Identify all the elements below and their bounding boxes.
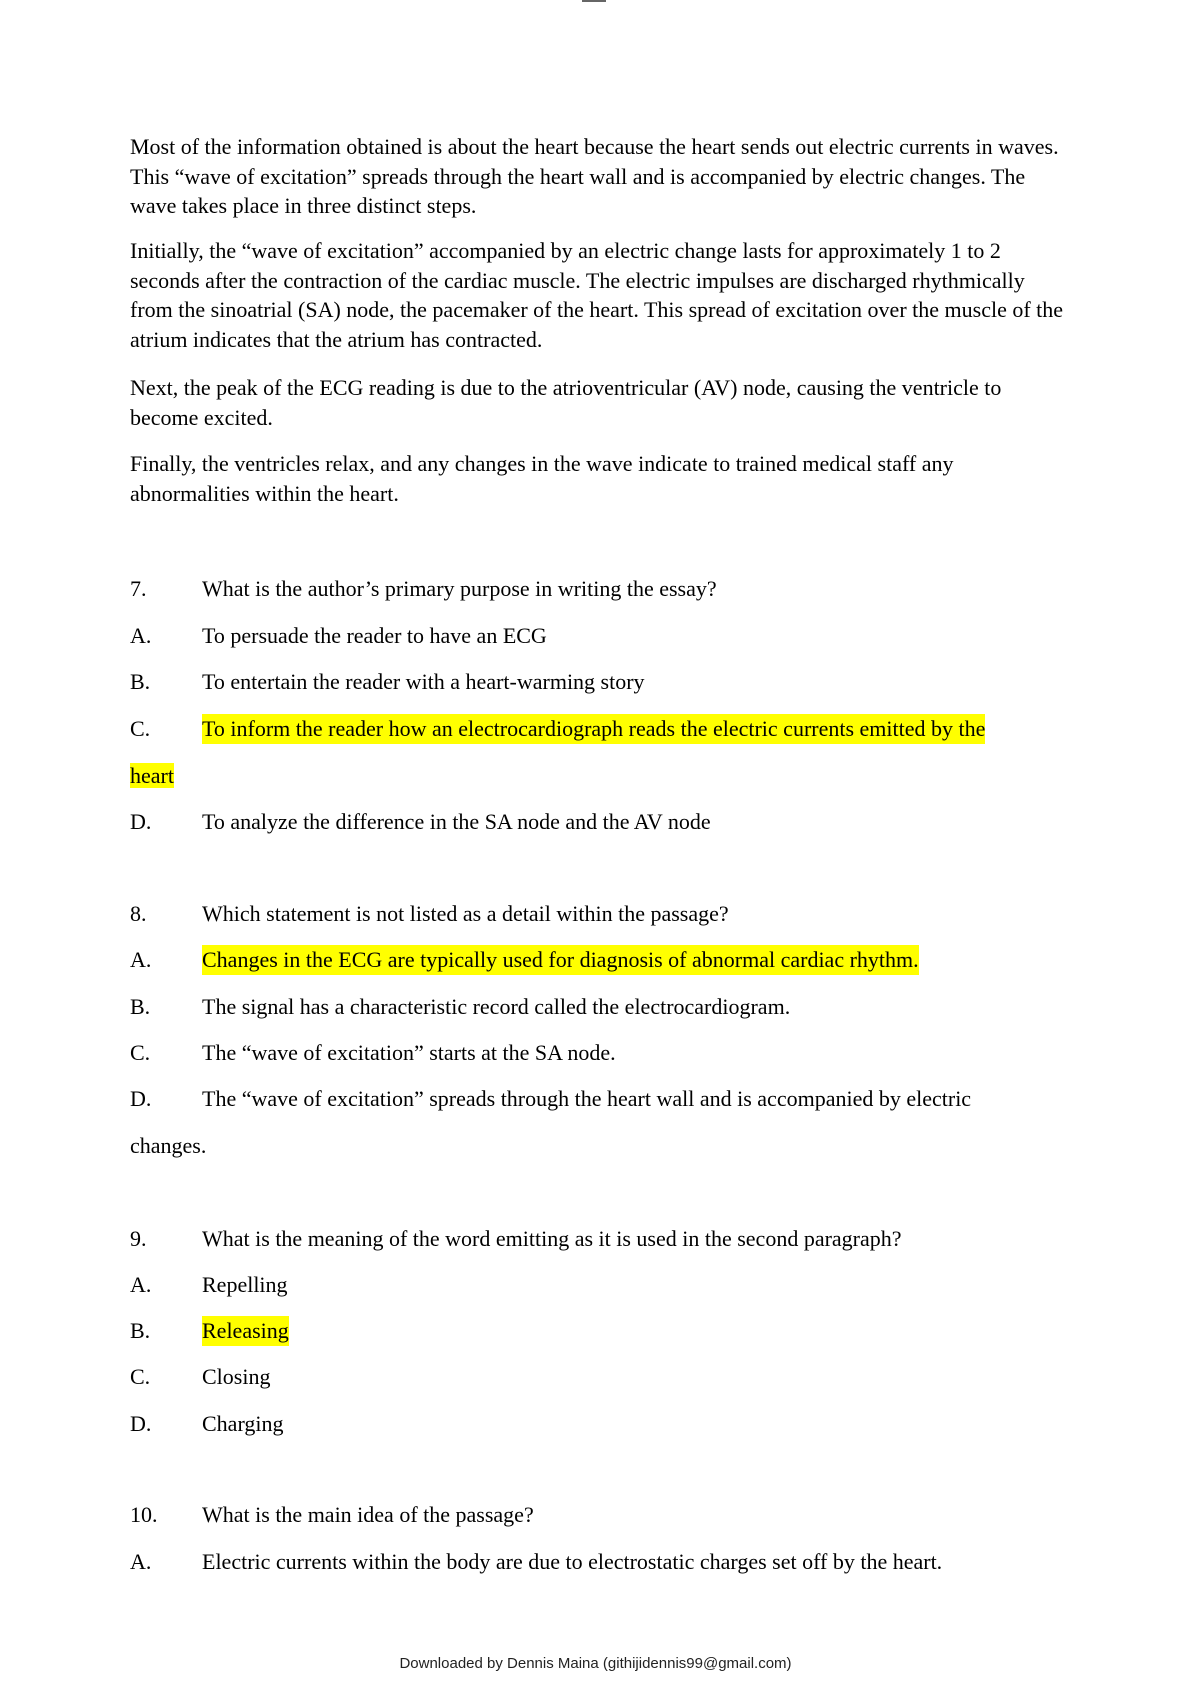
option-text-highlighted: To inform the reader how an electrocardiograph reads the electric currents emitted by the — [202, 714, 985, 744]
option-letter: B. — [130, 994, 151, 1019]
passage-paragraph-1: Most of the information obtained is about the heart because the heart sends out electric currents in waves. This “wave of excitation” spreads through the heart wall and is accompanied by electric changes. The wave takes place in three distinct steps. — [130, 134, 1059, 218]
q9-option-c — [130, 1362, 1070, 1392]
option-letter: A. — [130, 1272, 152, 1297]
option-letter: C. — [130, 1040, 151, 1065]
q7-option-b — [130, 667, 1070, 697]
download-footer: Downloaded by Dennis Maina (githijidennis99@gmail.com) — [399, 1655, 792, 1672]
option-text: Charging — [202, 1411, 284, 1436]
passage-paragraph-4: Finally, the ventricles relax, and any changes in the wave indicate to trained medical staff any abnormalities within the heart. — [130, 451, 954, 506]
question-text: What is the author’s primary purpose in writing the essay? — [202, 576, 717, 601]
question-number: 9. — [130, 1226, 147, 1251]
q8-option-d — [130, 1084, 1070, 1114]
option-letter: B. — [130, 669, 151, 694]
option-letter: A. — [130, 1549, 152, 1574]
option-text: To entertain the reader with a heart-warming story — [202, 669, 645, 694]
option-letter: C. — [130, 1364, 151, 1389]
q9-option-a — [130, 1270, 1070, 1300]
option-text: The signal has a characteristic record called the electrocardiogram. — [202, 994, 791, 1019]
option-text: To analyze the difference in the SA node and the AV node — [202, 809, 711, 834]
q9-option-b — [130, 1316, 1070, 1346]
q10-option-a — [130, 1547, 1070, 1577]
q7-option-c-continuation — [130, 761, 174, 791]
header-mark — [582, 0, 606, 2]
question-number: 8. — [130, 901, 147, 926]
option-text: To persuade the reader to have an ECG — [202, 623, 547, 648]
q9-option-d — [130, 1409, 1070, 1439]
q8-option-d-continuation: changes. — [130, 1133, 207, 1158]
question-text: What is the main idea of the passage? — [202, 1502, 534, 1527]
option-text-highlighted: Changes in the ECG are typically used for diagnosis of abnormal cardiac rhythm. — [202, 945, 919, 975]
q8-option-a — [130, 945, 1070, 975]
question-text: Which statement is not listed as a detail within the passage? — [202, 901, 729, 926]
option-text: Electric currents within the body are due to electrostatic charges set off by the heart. — [202, 1549, 943, 1574]
question-8 — [130, 899, 1070, 929]
option-letter: D. — [130, 1086, 152, 1111]
question-number: 7. — [130, 576, 147, 601]
question-7 — [130, 574, 1070, 604]
q8-option-b — [130, 992, 1070, 1022]
q8-option-c — [130, 1038, 1070, 1068]
option-text: The “wave of excitation” starts at the SA node. — [202, 1040, 616, 1065]
option-letter: C. — [130, 716, 151, 741]
passage-paragraph-3: Next, the peak of the ECG reading is due to the atrioventricular (AV) node, causing the ventricle to become excited. — [130, 375, 1002, 430]
option-text: Closing — [202, 1364, 271, 1389]
option-text-highlighted: heart — [130, 763, 174, 788]
option-text: The “wave of excitation” spreads through the heart wall and is accompanied by electric — [202, 1086, 972, 1111]
question-text: What is the meaning of the word emitting as it is used in the second paragraph? — [202, 1226, 902, 1251]
option-letter: A. — [130, 947, 152, 972]
question-number: 10. — [130, 1502, 158, 1527]
passage-paragraph-2: Initially, the “wave of excitation” accompanied by an electric change lasts for approximately 1 to 2 seconds after the contraction of the cardiac muscle. The electric impulses are discharged rhythmically from the sinoatrial (SA) node, the pacemaker of the heart. This spread of excitation over the muscle of the atrium indicates that the atrium has contracted. — [130, 238, 1064, 352]
option-letter: D. — [130, 1411, 152, 1436]
option-text: Repelling — [202, 1272, 288, 1297]
q7-option-d — [130, 807, 1070, 837]
option-letter: A. — [130, 623, 152, 648]
question-10 — [130, 1500, 1070, 1530]
option-text-highlighted: Releasing — [202, 1316, 289, 1346]
question-9 — [130, 1224, 1070, 1254]
option-letter: B. — [130, 1318, 151, 1343]
q7-option-c — [130, 714, 1070, 744]
option-letter: D. — [130, 809, 152, 834]
q7-option-a — [130, 621, 1070, 651]
